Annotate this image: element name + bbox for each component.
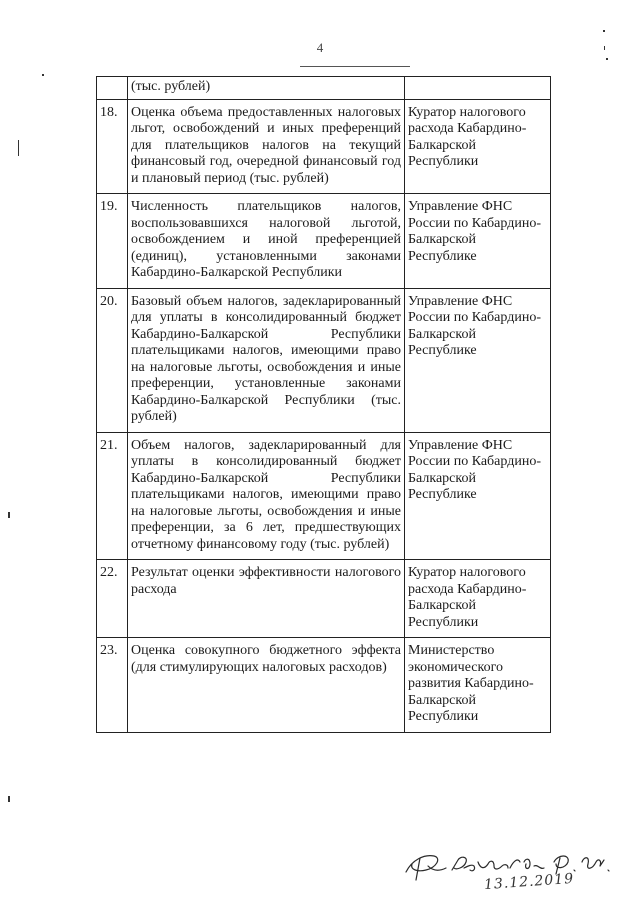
- margin-mark: [603, 30, 605, 32]
- responsible-party: Министерство экономического развития Кабардино-Балкарской Республики: [405, 638, 551, 733]
- margin-mark: [8, 512, 10, 518]
- table-row: [97, 288, 551, 432]
- row-number: 22.: [97, 560, 128, 638]
- table-row: [97, 99, 551, 194]
- row-number: 23.: [97, 638, 128, 733]
- responsible-party: Куратор налогового расхода Кабардино-Балкарской Республики: [405, 560, 551, 638]
- responsible-party: Управление ФНС России по Кабардино-Балкарской Республике: [405, 288, 551, 432]
- margin-mark: [606, 58, 608, 60]
- row-number: 21.: [97, 432, 128, 560]
- indicator-description: Базовый объем налогов, задекларированный для уплаты в консолидированный бюджет Кабардино-Балкарской Республики плательщиками налогов, имеющими право на налоговые льготы, освобождения и иные преференции, установленные законами Кабардино-Балкарской Республики (тыс. рублей): [128, 288, 405, 432]
- row-number: 18.: [97, 99, 128, 194]
- responsible-party: [405, 77, 551, 100]
- table-row: [97, 638, 551, 733]
- responsible-party: Куратор налогового расхода Кабардино-Балкарской Республики: [405, 99, 551, 194]
- row-number: 20.: [97, 288, 128, 432]
- margin-mark: [8, 796, 10, 802]
- indicator-description: Оценка объема предоставленных налоговых льгот, освобождений и иных преференций для плательщиков налогов на текущий финансовый год, очередной финансовый год и плановый период (тыс. рублей): [128, 99, 405, 194]
- row-number: [97, 77, 128, 100]
- margin-mark: [18, 140, 19, 156]
- indicator-description: Численность плательщиков налогов, воспользовавшихся налоговой льготой, освобождением и иной преференцией (единиц), установленными законами Кабардино-Балкарской Республики: [128, 194, 405, 289]
- responsible-party: Управление ФНС России по Кабардино-Балкарской Республике: [405, 194, 551, 289]
- page-number: 4: [316, 40, 324, 55]
- indicator-description: Объем налогов, задекларированный для уплаты в консолидированный бюджет Кабардино-Балкарской Республики плательщиками налогов, имеющими право на налоговые льготы, освобождения и иные преференции, за 6 лет, предшествующих отчетному финансовому году (тыс. рублей): [128, 432, 405, 560]
- margin-mark: [604, 46, 605, 50]
- signature-date: 13.12.2019: [483, 870, 575, 894]
- table-row: [97, 194, 551, 289]
- indicator-description: Результат оценки эффективности налогового расхода: [128, 560, 405, 638]
- header-rule: [300, 66, 410, 67]
- indicators-table: [96, 76, 551, 733]
- table-row: [97, 77, 551, 100]
- responsible-party: Управление ФНС России по Кабардино-Балкарской Республике: [405, 432, 551, 560]
- row-number: 19.: [97, 194, 128, 289]
- indicator-description: Оценка совокупного бюджетного эффекта (для стимулирующих налоговых расходов): [128, 638, 405, 733]
- table-row: [97, 432, 551, 560]
- indicator-description: (тыс. рублей): [128, 77, 405, 100]
- table-row: [97, 560, 551, 638]
- margin-mark: [42, 74, 44, 76]
